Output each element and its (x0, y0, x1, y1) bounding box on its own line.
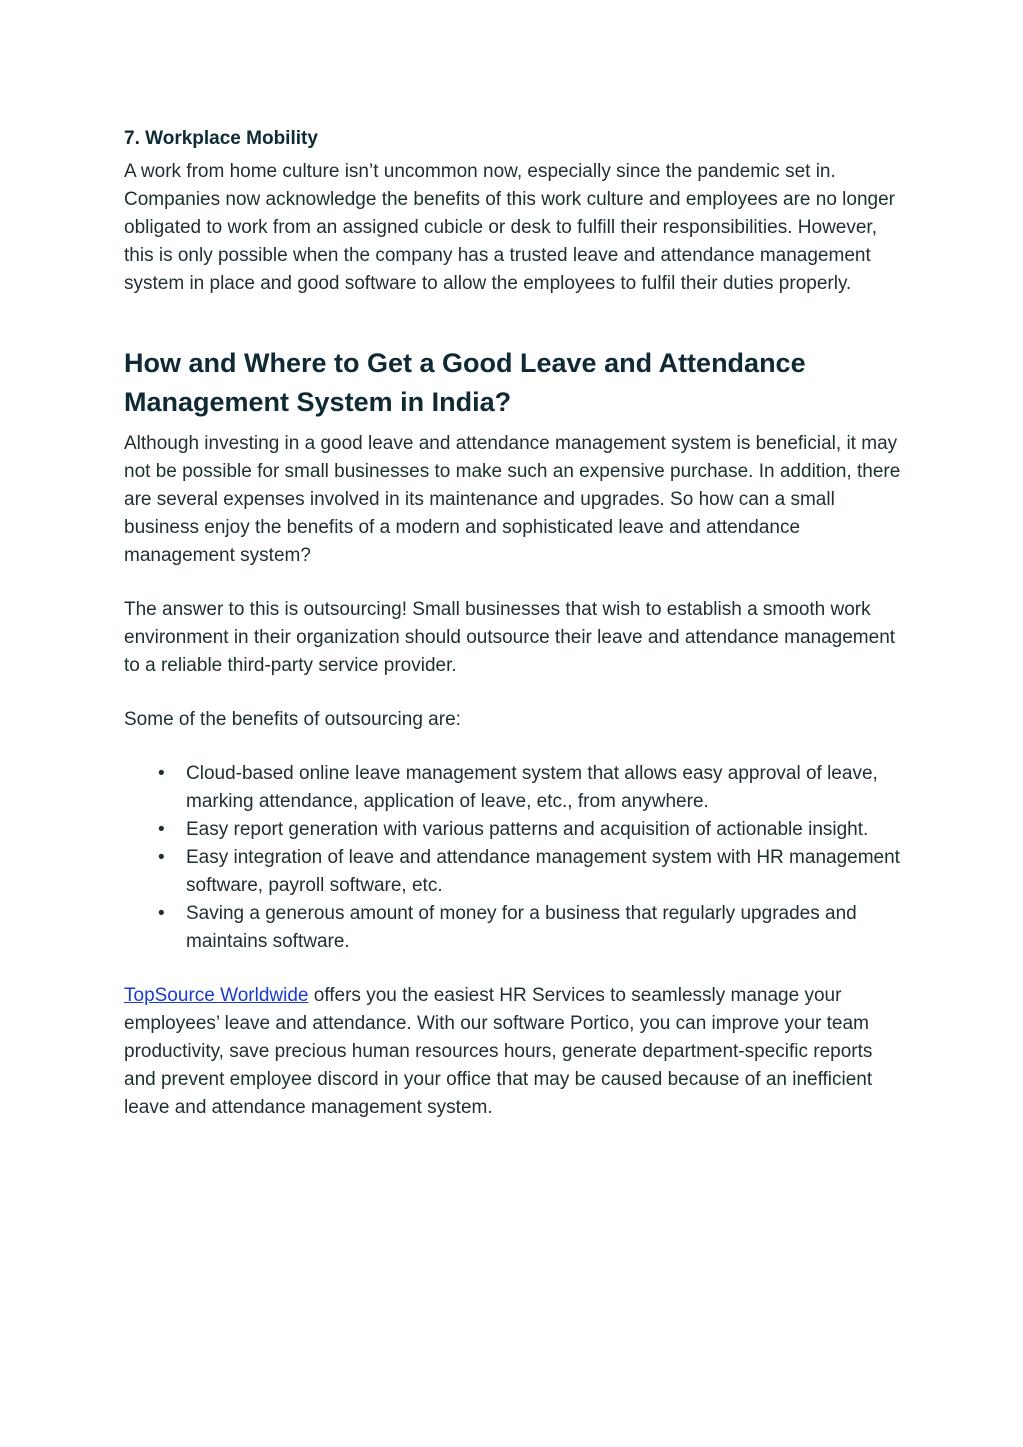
list-item-text: Easy integration of leave and attendance management system with HR management software, payroll software, etc. (186, 847, 900, 896)
bullet-icon: • (158, 847, 165, 868)
section-heading-how-where: How and Where to Get a Good Leave and Attendance Management System in India? (124, 348, 806, 417)
closing-paragraph-text: offers you the easiest HR Services to seamlessly manage your employees’ leave and attendance. With our software Portico, you can improve your team productivity, save precious human resources hours, generate department-specific reports and prevent employee discord in your office that may be caused because of an inefficient leave and attendance management system. (124, 985, 873, 1118)
list-item (124, 844, 904, 900)
document-content (124, 126, 904, 1122)
list-item-text: Saving a generous amount of money for a business that regularly upgrades and maintains software. (186, 903, 857, 952)
how-where-paragraph-2: The answer to this is outsourcing! Small businesses that wish to establish a smooth work environment in their organization should outsource their leave and attendance management to a reliable third-party service provider. (124, 599, 896, 676)
how-where-paragraph-1: Although investing in a good leave and attendance management system is beneficial, it may not be possible for small businesses to make such an expensive purchase. In addition, there are several expenses involved in its maintenance and upgrades. So how can a small business enjoy the benefits of a modern and sophisticated leave and attendance management system? (124, 433, 901, 566)
list-item-text: Easy report generation with various patterns and acquisition of actionable insight. (186, 819, 869, 840)
bullet-icon: • (158, 763, 165, 784)
closing-paragraph (124, 982, 904, 1122)
section-heading-workplace-mobility: 7. Workplace Mobility (124, 128, 318, 149)
topsource-worldwide-link[interactable]: TopSource Worldwide (124, 985, 309, 1006)
bullet-icon: • (158, 819, 165, 840)
list-item (124, 900, 904, 956)
workplace-mobility-paragraph: A work from home culture isn’t uncommon now, especially since the pandemic set in. Companies now acknowledge the benefits of this work culture and employees are no longer obligated to work from an assigned cubicle or desk to fulfill their responsibilities. However, this is only possible when the company has a trusted leave and attendance management system in place and good software to allow the employees to fulfil their duties properly. (124, 161, 896, 294)
benefits-list (124, 760, 904, 956)
how-where-paragraph-3: Some of the benefits of outsourcing are: (124, 709, 461, 730)
list-item (124, 760, 904, 816)
bullet-icon: • (158, 903, 165, 924)
list-item-text: Cloud-based online leave management system that allows easy approval of leave, marking attendance, application of leave, etc., from anywhere. (186, 763, 878, 812)
list-item (124, 816, 904, 844)
